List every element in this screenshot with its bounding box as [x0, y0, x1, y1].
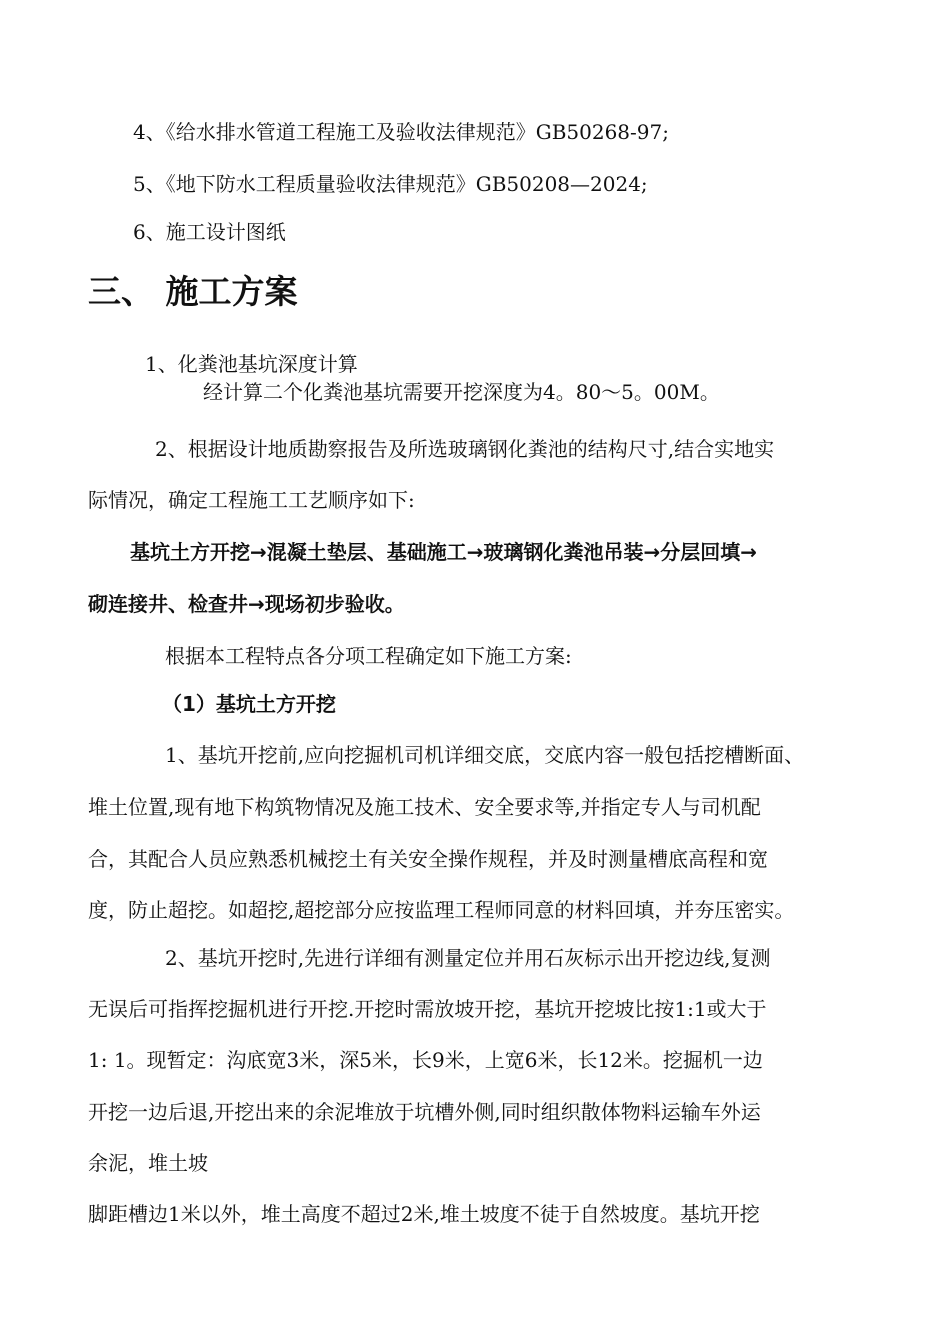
para2-line1: 2、基坑开挖时,先进行详细有测量定位并用石灰标示出开挖边线,复测: [165, 946, 771, 970]
para2-line3: 1: 1。现暂定：沟底宽3米，深5米，长9米，上宽6米，长12米。挖掘机一边: [88, 1048, 763, 1072]
item1-detail: 经计算二个化粪池基坑需要开挖深度为4。80～5。00M。: [203, 380, 720, 404]
para1-line1: 1、基坑开挖前,应向挖掘机司机详细交底，交底内容一般包括挖槽断面、: [165, 743, 805, 767]
item1-title: 1、化粪池基坑深度计算: [145, 352, 358, 376]
item2-line1: 2、根据设计地质勘察报告及所选玻璃钢化粪池的结构尺寸,结合实地实: [155, 437, 775, 461]
para2-line2: 无误后可指挥挖掘机进行开挖.开挖时需放坡开挖，基坑开挖坡比按1:1或大于: [88, 997, 767, 1021]
para2-line4: 开挖一边后退,开挖出来的余泥堆放于坑槽外侧,同时组织散体物料运输车外运: [88, 1100, 761, 1124]
intro-text: 根据本工程特点各分项工程确定如下施工方案:: [165, 644, 572, 668]
reference-item-5: 5、《地下防水工程质量验收法律规范》GB50208—2024;: [133, 172, 648, 196]
para1-line4: 度，防止超挖。如超挖,超挖部分应按监理工程师同意的材料回填，并夯压密实。: [88, 898, 795, 922]
para1-line2: 堆土位置,现有地下构筑物情况及施工技术、安全要求等,并指定专人与司机配: [88, 795, 761, 819]
process-line1: 基坑土方开挖→混凝土垫层、基础施工→玻璃钢化粪池吊装→分层回填→: [130, 540, 758, 564]
item2-line2: 际情况，确定工程施工工艺顺序如下:: [88, 488, 415, 512]
subsection-title: （1）基坑土方开挖: [162, 692, 336, 716]
para1-line3: 合，其配合人员应熟悉机械挖土有关安全操作规程，并及时测量槽底高程和宽: [88, 847, 768, 871]
para2-line5: 余泥，堆土坡: [88, 1151, 208, 1175]
reference-item-4: 4、《给水排水管道工程施工及验收法律规范》GB50268-97;: [133, 120, 669, 144]
process-line2: 砌连接井、检查井→现场初步验收。: [88, 592, 405, 616]
para3-line1: 脚距槽边1米以外，堆土高度不超过2米,堆土坡度不徒于自然坡度。基坑开挖: [88, 1202, 760, 1226]
reference-item-6: 6、施工设计图纸: [133, 220, 286, 244]
section-title: 三、 施工方案: [88, 272, 298, 311]
